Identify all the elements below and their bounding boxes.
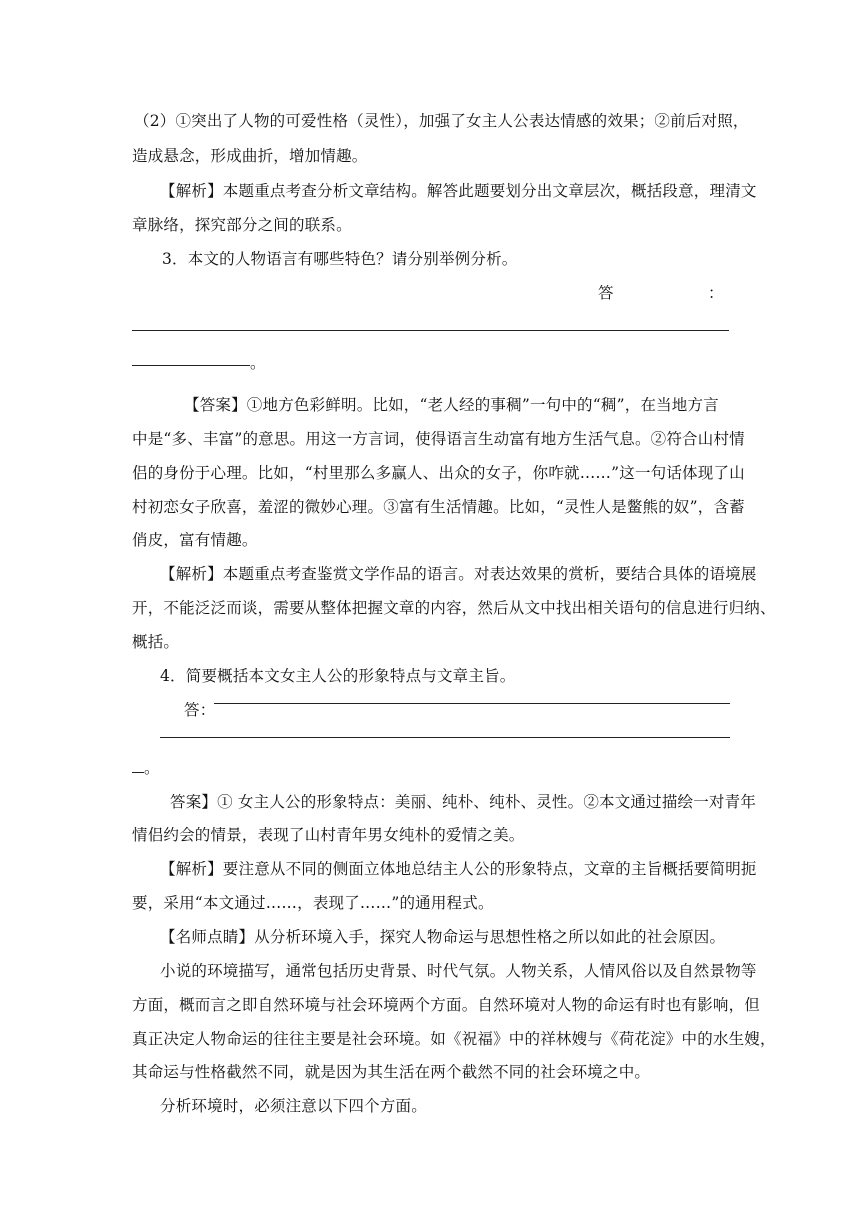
q3-answer-colon: ： <box>708 284 724 302</box>
q3-answer-text-line-4: 村初恋女子欣喜，羞涩的微妙心理。③富有生活情趣。比如，“灵性人是鳖熊的奴”，含蓄 <box>132 498 745 516</box>
q3-question: 3．本文的人物语言有哪些特色？请分别举例分析。 <box>162 250 518 268</box>
q3-analysis-line-3: 概括。 <box>132 633 180 651</box>
q4-answer-text-line-1: 答案】① 女主人公的形象特点：美丽、纯朴、纯朴、灵性。②本文通过描绘一对青年 <box>170 793 757 811</box>
q4-analysis-line-2: 要，采用“本文通过……，表现了……”的通用程式。 <box>132 894 494 912</box>
q4-analysis-line-1: 【解析】要注意从不同的侧面立体地总结主人公的形象特点，文章的主旨概括要简明扼 <box>160 860 757 878</box>
q3-answer-end: 。 <box>250 354 266 372</box>
body-line-5: 分析环境时，必须注意以下四个方面。 <box>160 1097 427 1115</box>
q4-question: 4．简要概括本文女主人公的形象特点与文章主旨。 <box>160 667 516 685</box>
q2-answer-line-1: （2）①突出了人物的可爱性格（灵性），加强了女主人公表达情感的效果；②前后对照， <box>134 112 749 130</box>
q3-answer-text-line-3: 侣的身份于心理。比如，“村里那么多赢人、出众的女子，你咋就……”这一句话体现了山 <box>132 464 745 482</box>
q4-answer-label: 答： <box>184 701 216 719</box>
q4-answer-line-1[interactable] <box>214 703 730 704</box>
q4-answer-line-2[interactable] <box>160 737 730 738</box>
q3-answer-text-line-2: 中是“多、丰富”的意思。用这一方言词，使得语言生动富有地方生活气息。②符合山村情 <box>132 430 745 448</box>
q3-answer-text-line-1: 【答案】①地方色彩鲜明。比如，“老人经的事稠”一句中的“稠”，在当地方言 <box>184 396 719 414</box>
q4-answer-line-3[interactable] <box>132 772 144 773</box>
q2-analysis-line-2: 章脉络，探究部分之间的联系。 <box>132 216 352 234</box>
body-line-2: 方面，概而言之即自然环境与社会环境两个方面。自然环境对人物的命运有时也有影响，但 <box>132 996 761 1014</box>
q3-answer-text-line-5: 俏皮，富有情趣。 <box>132 531 258 549</box>
q4-answer-text-line-2: 情侣约会的情景，表现了山村青年男女纯朴的爱情之美。 <box>132 826 525 844</box>
q3-answer-line-2[interactable] <box>132 365 250 366</box>
q2-analysis-line-1: 【解析】本题重点考查分析文章结构。解答此题要划分出文章层次，概括段意，理清文 <box>160 182 757 200</box>
q3-answer-label: 答 <box>598 284 614 302</box>
q3-answer-line-1[interactable] <box>132 330 729 331</box>
body-line-4: 其命运与性格截然不同，就是因为其生活在两个截然不同的社会环境之中。 <box>132 1063 651 1081</box>
q3-analysis-line-1: 【解析】本题重点考查鉴赏文学作品的语言。对表达效果的赏析，要结合具体的语境展 <box>160 565 757 583</box>
body-line-1: 小说的环境描写，通常包括历史背景、时代气氛。人物关系，人情风俗以及自然景物等 <box>160 962 757 980</box>
q4-answer-end: 。 <box>144 759 160 777</box>
q3-analysis-line-2: 开，不能泛泛而谈，需要从整体把握文章的内容，然后从文中找出相关语句的信息进行归纳、 <box>132 599 776 617</box>
tip-line-1: 【名师点睛】从分析环境入手，探究人物命运与思想性格之所以如此的社会原因。 <box>160 928 726 946</box>
q2-answer-line-2: 造成悬念，形成曲折，增加情趣。 <box>132 147 368 165</box>
body-line-3: 真正决定人物命运的往往主要是社会环境。如《祝福》中的祥林嫂与《荷花淀》中的水生嫂， <box>132 1030 776 1048</box>
